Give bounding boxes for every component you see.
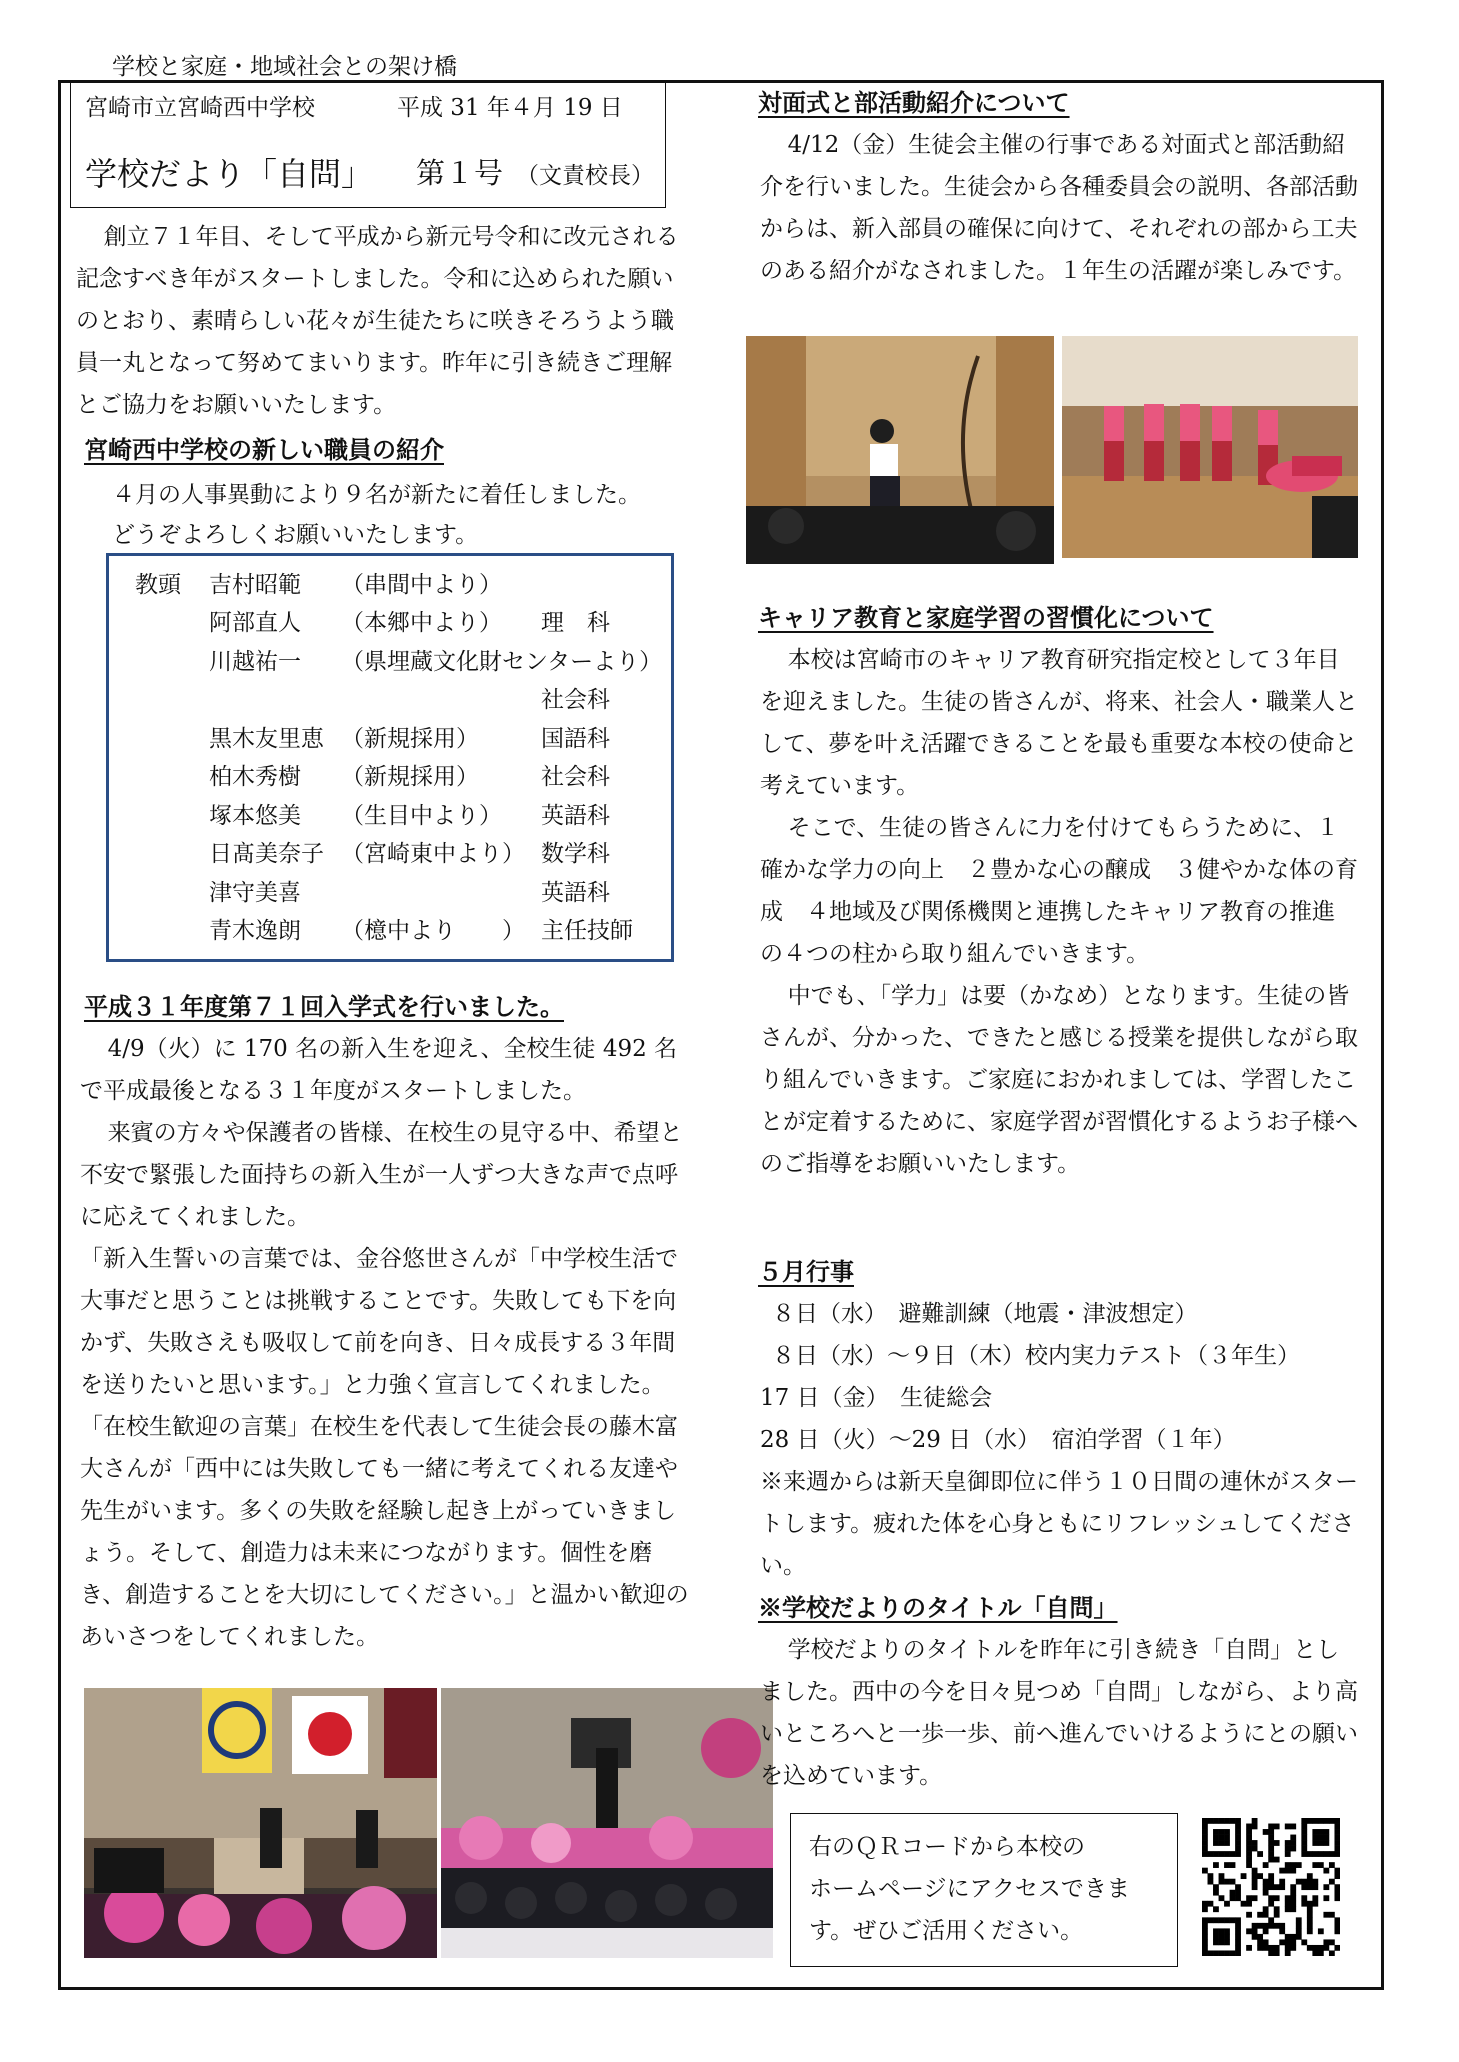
staff-from: （宮崎東中より） xyxy=(341,841,525,867)
school-name: 宮崎市立宮崎西中学校 xyxy=(85,95,315,121)
entrance-p3: 「新入生誓いの言葉では、金谷悠世さんが「中学校生活で大事だと思うことは挑戦することです。失敗しても下を向かず、失敗さえも吸収して前を向き、日々成長する３年間を送りたいと思います。」と力強く宣言してくれました。「在校生歓迎の言葉」在校生を代表して生徒会長の藤木富大さんが「西中には失敗しても一緒に考えてくれる友達や先生がいます。多くの失敗を経験し起き上がっていきましょう。そして、創造力は未来につながります。個性を磨き、創造することを大切にしてください。」と温かい歓迎のあいさつをしてくれました。 xyxy=(80,1246,689,1650)
qr-caption-box xyxy=(790,1813,1178,1967)
newsletter-title: 学校だより「自問」 xyxy=(85,155,374,193)
entrance-ceremony-photo-1 xyxy=(84,1688,437,1958)
career-p1: 本校は宮崎市のキャリア教育研究指定校として３年目を迎えました。生徒の皆さんが、将来、社会人・職業人として、夢を叶え活躍できることを最も重要な本校の使命と考えています。 xyxy=(760,647,1358,799)
staff-from: （新規採用） xyxy=(341,764,479,790)
staff-from: （新規採用） xyxy=(341,726,479,752)
club-text: 4/12（金）生徒会主催の行事である対面式と部活動紹介を行いました。生徒会から各種委員会の説明、各部活動からは、新入部員の確保に向けて、それぞれの部から工夫のある紹介がなされました。１年生の活躍が楽しみです。 xyxy=(760,132,1358,284)
entrance-p2: 来賓の方々や保護者の皆様、在校生の見守る中、希望と不安で緊張した面持ちの新入生が一人ずつ大きな声で点呼に応えてくれました。 xyxy=(80,1120,683,1230)
qr-line2: ホームページにアクセスできま xyxy=(809,1876,1130,1902)
staff-name: 阿部直人 xyxy=(209,610,301,636)
may-event: 17 日（金） 生徒総会 xyxy=(760,1385,993,1411)
entrance-heading: 平成３１年度第７１回入学式を行いました。 xyxy=(84,992,564,1021)
club-demo-photo xyxy=(1062,336,1358,558)
staff-from: （生目中より） xyxy=(341,803,502,829)
staff-name: 黒木友里恵 xyxy=(209,726,324,752)
staff-subject: 英語科 xyxy=(541,880,610,906)
staff-list xyxy=(106,553,674,962)
may-event: ８日（水）～９日（木）校内実力テスト（３年生） xyxy=(772,1343,1301,1369)
staff-name: 日髙美奈子 xyxy=(209,841,324,867)
staff-name: 吉村昭範 xyxy=(209,572,301,598)
intro-section xyxy=(76,216,690,426)
career-p3: 中でも、「学力」は要（かなめ）となります。生徒の皆さんが、分かった、できたと感じる授業を提供しながら取り組んでいきます。ご家庭におかれましては、学習したことが定着するために、家庭学習が習慣化するようお子様へのご指導をお願いいたします。 xyxy=(760,983,1358,1177)
newsletter-heading: ※学校だよりのタイトル「自問」 xyxy=(758,1593,1118,1622)
career-section xyxy=(760,639,1360,1185)
staff-name: 柏木秀樹 xyxy=(209,764,301,790)
staff-name: 川越祐一 xyxy=(209,649,301,675)
staff-heading: 宮崎西中学校の新しい職員の紹介 xyxy=(84,435,444,464)
issue-date: 平成 31 年４月 19 日 xyxy=(397,95,623,121)
career-heading: キャリア教育と家庭学習の習慣化について xyxy=(758,603,1214,632)
staff-subject: 英語科 xyxy=(541,803,610,829)
career-p2: そこで、生徒の皆さんに力を付けてもらうために、１確かな学力の向上 ２豊かな心の醸成 ３健やかな体の育成 ４地域及び関係機関と連携したキャリア教育の推進 の４つの柱から取り組んでいきます。 xyxy=(760,815,1358,967)
staff-from: （県埋蔵文化財センターより） xyxy=(341,649,663,675)
staff-subject: 理 科 xyxy=(541,610,610,636)
club-heading: 対面式と部活動紹介について xyxy=(758,88,1070,117)
staff-intro-line2: どうぞよろしくお願いいたします。 xyxy=(112,522,479,548)
author-note: （文責校長） xyxy=(516,163,654,189)
staff-name: 津守美喜 xyxy=(209,880,301,906)
staff-from: （串間中より） xyxy=(341,572,502,598)
newsletter-text: 学校だよりのタイトルを昨年に引き続き「自問」としました。西中の今を日々見つめ「自問」しながら、より高いところへと一歩一歩、前へ進んでいけるようにとの願いを込めています。 xyxy=(760,1637,1358,1789)
staff-role: 教頭 xyxy=(135,572,181,598)
qr-line1: 右のＱＲコードから本校の xyxy=(809,1834,1085,1860)
may-note-section xyxy=(760,1461,1360,1587)
staff-name: 青木逸朗 xyxy=(209,918,301,944)
qr-line3: す。ぜひご活用ください。 xyxy=(809,1918,1084,1944)
staff-subject: 社会科 xyxy=(541,764,610,790)
newsletter-section xyxy=(760,1629,1360,1797)
issue-number: 第１号 xyxy=(416,156,504,190)
staff-subject: 国語科 xyxy=(541,726,610,752)
club-section xyxy=(760,124,1358,292)
may-event: 28 日（火）～29 日（水） 宿泊学習（１年） xyxy=(760,1427,1236,1453)
intro-text: 創立７１年目、そして平成から新元号令和に改元される記念すべき年がスタートしました。令和に込められた願いのとおり、素晴らしい花々が生徒たちに咲きそろうよう職員一丸となって努めてまいります。昨年に引き続きご理解とご協力をお願いいたします。 xyxy=(76,224,679,418)
staff-from: （檍中より ） xyxy=(341,918,525,944)
staff-subject: 数学科 xyxy=(541,841,610,867)
qr-code-icon[interactable] xyxy=(1202,1818,1340,1956)
may-heading: ５月行事 xyxy=(758,1257,854,1286)
club-archery-photo xyxy=(746,336,1054,564)
staff-name: 塚本悠美 xyxy=(209,803,301,829)
tagline: 学校と家庭・地域社会との架け橋 xyxy=(112,54,457,80)
staff-from: （本郷中より） xyxy=(341,610,502,636)
staff-subject: 主任技師 xyxy=(541,918,633,944)
staff-intro-line1: ４月の人事異動により９名が新たに着任しました。 xyxy=(112,482,641,508)
masthead xyxy=(70,82,666,208)
staff-subject: 社会科 xyxy=(541,687,610,713)
entrance-section xyxy=(80,1028,692,1658)
entrance-ceremony-photo-2 xyxy=(441,1688,773,1958)
may-event: ８日（水） 避難訓練（地震・津波想定） xyxy=(772,1301,1198,1327)
may-note: ※来週からは新天皇御即位に伴う１０日間の連休がスタートします。疲れた体を心身ともにリフレッシュしてください。 xyxy=(760,1469,1358,1579)
entrance-p1: 4/9（火）に 170 名の新入生を迎え、全校生徒 492 名で平成最後となる３１年度がスタートしました。 xyxy=(80,1036,678,1104)
